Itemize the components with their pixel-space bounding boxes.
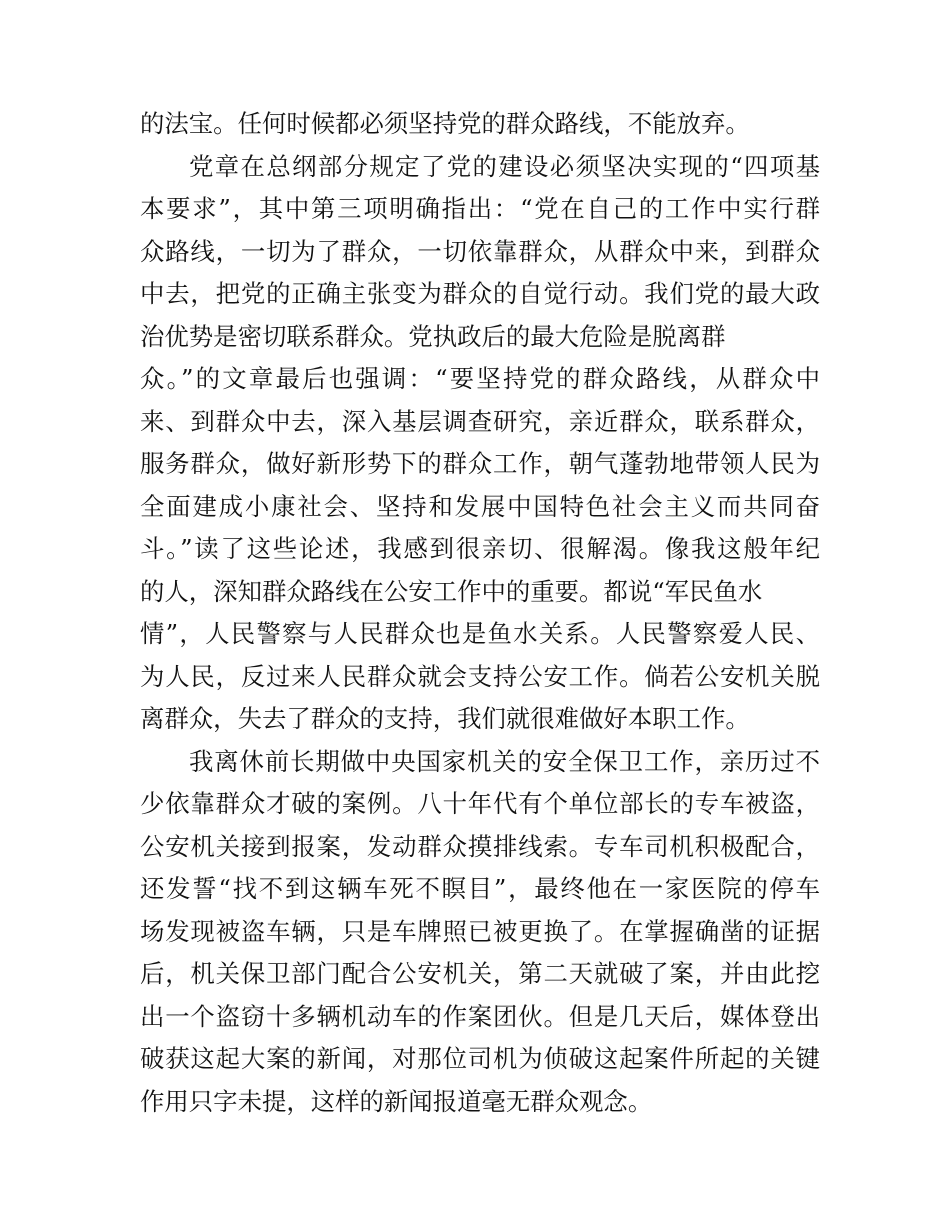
text-line: 众路线，一切为了群众，一切依靠群众，从群众中来，到群众: [140, 236, 820, 266]
text-line: 党章在总纲部分规定了党的建设必须坚决实现的“四项基: [189, 151, 820, 181]
text-line: 情”，人民警察与人民群众也是鱼水关系。人民警察爱人民、: [140, 619, 820, 648]
text-line: 为人民，反过来人民群众就会支持公安工作。倘若公安机关脱: [140, 661, 820, 691]
paragraph-2: [140, 146, 820, 741]
document-body: [140, 103, 820, 1123]
text-line: 全面建成小康社会、坚持和发展中国特色社会主义而共同奋: [140, 491, 820, 521]
text-line: 本要求”，其中第三项明确指出：“党在自己的工作中实行群: [140, 194, 820, 223]
paragraph-1: [140, 103, 820, 146]
text-line: 出一个盗窃十多辆机动车的作案团伙。但是几天后，媒体登出: [140, 1001, 820, 1031]
paragraph-3: [140, 741, 820, 1124]
text-line: 离群众，失去了群众的支持，我们就很难做好本职工作。: [140, 704, 750, 733]
text-line: 治优势是密切联系群众。党执政后的最大危险是脱离群: [140, 321, 726, 351]
text-line: 众。”的文章最后也强调：“要坚持党的群众路线，从群众中: [140, 364, 820, 393]
text-line: 作用只字未提，这样的新闻报道毫无群众观念。: [140, 1086, 653, 1116]
text-line: 还发誓“找不到这辆车死不瞑目”，最终他在一家医院的停车: [140, 874, 820, 903]
text-line: 公安机关接到报案，发动群众摸排线索。专车司机积极配合，: [140, 831, 820, 861]
text-line: 的法宝。任何时候都必须坚持党的群众路线，不能放弃。: [140, 109, 750, 138]
text-line: 破获这起大案的新闻，对那位司机为侦破这起案件所起的关键: [140, 1044, 820, 1073]
text-line: 场发现被盗车辆，只是车牌照已被更换了。在掌握确凿的证据: [140, 916, 820, 946]
text-line: 斗。”读了这些论述，我感到很亲切、很解渴。像我这般年纪: [140, 534, 820, 563]
text-line: 服务群众，做好新形势下的群众工作，朝气蓬勃地带领人民为: [140, 449, 820, 478]
text-line: 少依靠群众才破的案例。八十年代有个单位部长的专车被盗，: [140, 789, 820, 818]
text-line: 后，机关保卫部门配合公安机关，第二天就破了案，并由此挖: [140, 959, 820, 988]
text-line: 中去，把党的正确主张变为群众的自觉行动。我们党的最大政: [140, 279, 820, 308]
text-line: 我离休前长期做中央国家机关的安全保卫工作，亲历过不: [189, 746, 820, 776]
text-line: 来、到群众中去，深入基层调查研究，亲近群众，联系群众，: [140, 406, 820, 436]
text-line: 的人，深知群众路线在公安工作中的重要。都说“军民鱼水: [140, 576, 763, 606]
